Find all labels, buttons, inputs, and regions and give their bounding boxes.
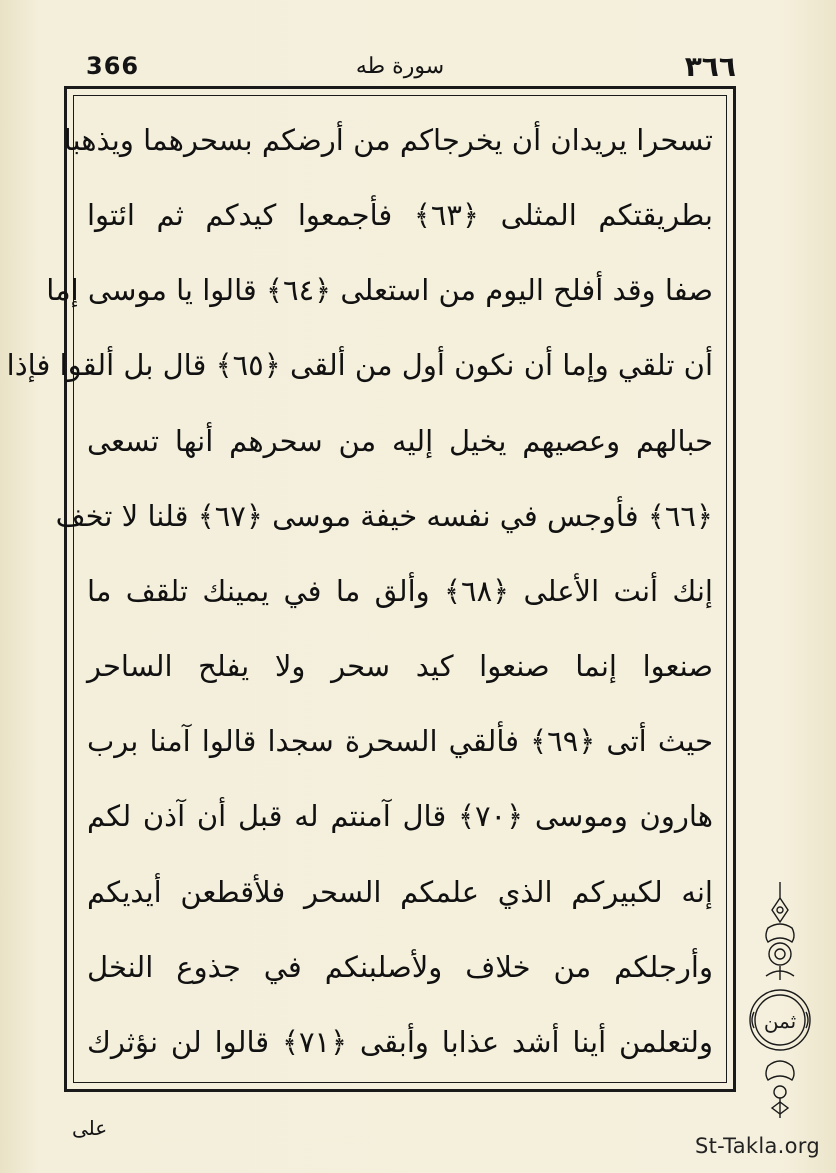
text-line-2: بطريقتكم المثلى ﴿٦٣﴾ فأجمعوا كيدكم ثم ائتوا (87, 198, 713, 233)
quran-text-block (6, 115, 714, 1067)
page-number-latin: 366 (86, 52, 140, 80)
catchword: على (72, 1116, 108, 1140)
page-number-arabic: ٣٦٦ (684, 50, 736, 83)
text-line-6: ﴿٦٦﴾ فأوجس في نفسه خيفة موسى ﴿٦٧﴾ قلنا لا تخف (55, 498, 713, 533)
surah-title: سورة طه (355, 54, 445, 79)
text-line-4: أن تلقي وإما أن نكون أول من ألقى ﴿٦٥﴾ قال بل ألقوا فإذا (6, 348, 713, 383)
text-line-9: حيث أتى ﴿٦٩﴾ فألقي السحرة سجدا قالوا آمنا برب (87, 724, 714, 759)
text-line-5: حبالهم وعصيهم يخيل إليه من سحرهم أنها تسعى (87, 423, 713, 458)
text-line-3: صفا وقد أفلح اليوم من استعلى ﴿٦٤﴾ قالوا يا موسى إما (46, 273, 713, 308)
text-line-1: تسحرا يريدان أن يخرجاكم من أرضكم بسحرهما ويذهبا (63, 123, 713, 157)
hizb-quarter-ornament-icon (740, 880, 820, 1120)
text-line-10: هارون وموسى ﴿٧٠﴾ قال آمنتم له قبل أن آذن لكم (87, 799, 713, 834)
text-line-7: إنك أنت الأعلى ﴿٦٨﴾ وألق ما في يمينك تلقف ما (87, 573, 713, 608)
text-line-11: إنه لكبيركم الذي علمكم السحر فلأقطعن أيديكم (87, 874, 713, 909)
watermark: St-Takla.org (694, 1134, 820, 1158)
text-line-8: صنعوا إنما صنعوا كيد سحر ولا يفلح الساحر (87, 649, 713, 684)
text-line-13: ولتعلمن أينا أشد عذابا وأبقى ﴿٧١﴾ قالوا لن نؤثرك (87, 1024, 713, 1059)
page-frame (6, 86, 736, 1092)
text-line-12: وأرجلكم من خلاف ولأصلبنكم في جذوع النخل (87, 949, 713, 984)
ornament-label: ثمن (763, 1009, 797, 1033)
